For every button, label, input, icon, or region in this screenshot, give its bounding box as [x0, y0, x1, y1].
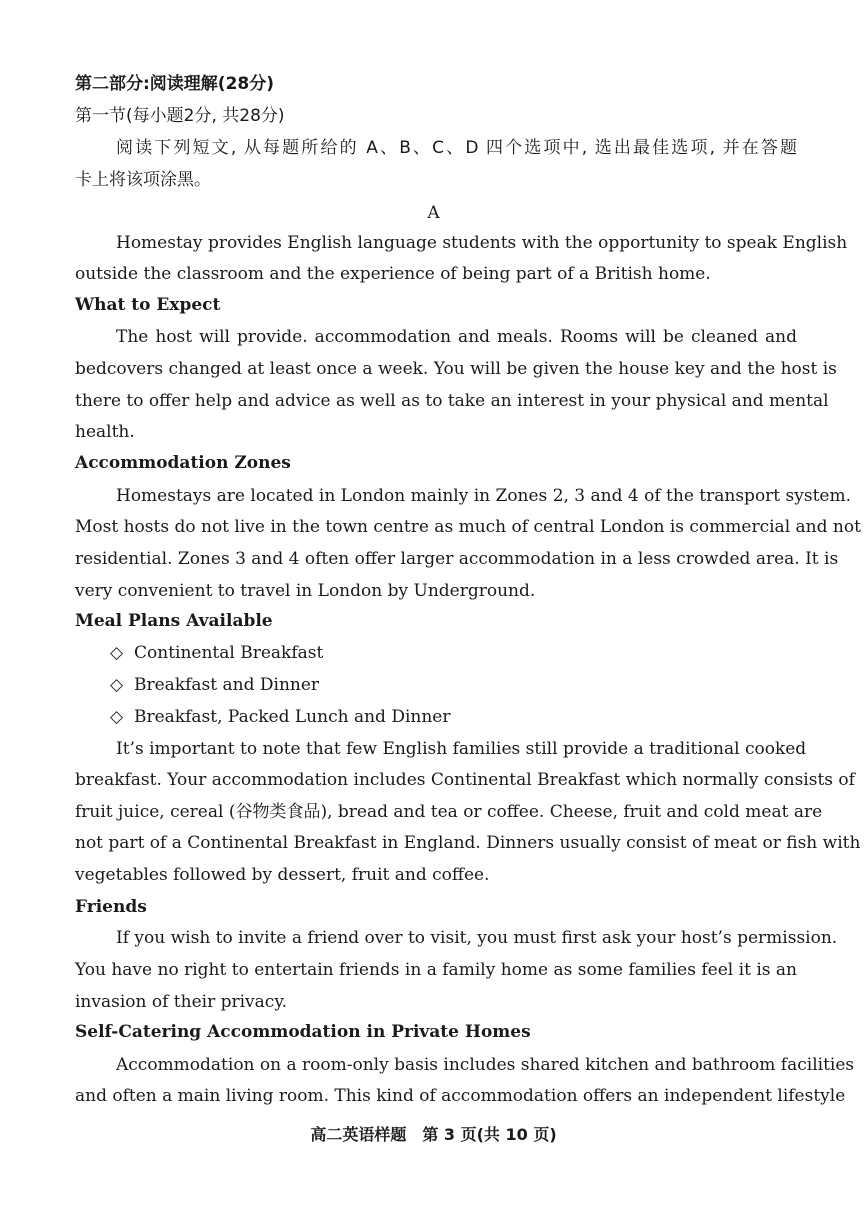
friends-line-3: invasion of their privacy.	[75, 992, 288, 1012]
expect-heading: What to Expect	[75, 295, 221, 315]
page-footer: 高二英语样题 第 3 页(共 10 页)	[310, 1125, 557, 1144]
meals-line-5: vegetables followed by dessert, fruit and coffee.	[75, 865, 490, 885]
passage-label: A	[427, 203, 440, 223]
meal-option-label: Breakfast, Packed Lunch and Dinner	[134, 707, 451, 727]
self-catering-line-2: and often a main living room. This kind of accommodation offers an independent lifestyle	[75, 1086, 846, 1106]
zones-line-2: Most hosts do not live in the town centre as much of central London is commercial and not	[75, 517, 861, 537]
diamond-bullet-icon: ◇	[110, 675, 124, 695]
zones-line-4: very convenient to travel in London by Underground.	[75, 581, 536, 601]
zones-heading: Accommodation Zones	[75, 453, 291, 473]
instructions-line-1: 阅读下列短文, 从每题所给的 A、B、C、D 四个选项中, 选出最佳选项, 并在答题	[116, 138, 797, 158]
intro-line-2: outside the classroom and the experience of being part of a British home.	[75, 264, 711, 284]
expect-line-1: The host will provide. accommodation and meals. Rooms will be cleaned and	[116, 327, 797, 347]
diamond-bullet-icon: ◇	[110, 707, 124, 727]
self-catering-heading: Self-Catering Accommodation in Private Homes	[75, 1022, 531, 1042]
meals-line-1: It’s important to note that few English families still provide a traditional cooked	[116, 739, 807, 759]
meals-line-4: not part of a Continental Breakfast in England. Dinners usually consist of meat or fish with	[75, 833, 861, 853]
expect-line-2: bedcovers changed at least once a week. You will be given the house key and the host is	[75, 359, 837, 379]
meal-option-item	[110, 674, 319, 696]
meal-option-label: Continental Breakfast	[134, 643, 324, 663]
part-title: 第二部分:阅读理解(28分)	[75, 74, 274, 94]
instructions-line-2: 卡上将该项涂黑。	[75, 170, 211, 190]
meal-option-item	[110, 706, 450, 728]
meal-option-label: Breakfast and Dinner	[134, 675, 320, 695]
expect-line-3: there to offer help and advice as well as to take an interest in your physical and mental	[75, 391, 829, 411]
zones-line-3: residential. Zones 3 and 4 often offer larger accommodation in a less crowded area. It is	[75, 549, 839, 569]
friends-line-1: If you wish to invite a friend over to visit, you must first ask your host’s permission.	[116, 928, 838, 948]
friends-line-2: You have no right to entertain friends in a family home as some families feel it is an	[75, 960, 797, 980]
self-catering-line-1: Accommodation on a room-only basis includes shared kitchen and bathroom facilities	[116, 1055, 855, 1075]
meals-line-3: fruit juice, cereal (谷物类食品), bread and tea or coffee. Cheese, fruit and cold meat are	[75, 802, 823, 822]
meal-option-item	[110, 642, 323, 664]
subsection-title: 第一节(每小题2分, 共28分)	[75, 106, 285, 126]
expect-line-4: health.	[75, 422, 135, 442]
diamond-bullet-icon: ◇	[110, 643, 124, 663]
friends-heading: Friends	[75, 897, 147, 917]
meals-heading: Meal Plans Available	[75, 611, 273, 631]
intro-line-1: Homestay provides English language students with the opportunity to speak English	[116, 233, 848, 253]
meals-line-2: breakfast. Your accommodation includes Continental Breakfast which normally consists of	[75, 770, 855, 790]
zones-line-1: Homestays are located in London mainly in Zones 2, 3 and 4 of the transport system.	[116, 486, 852, 506]
